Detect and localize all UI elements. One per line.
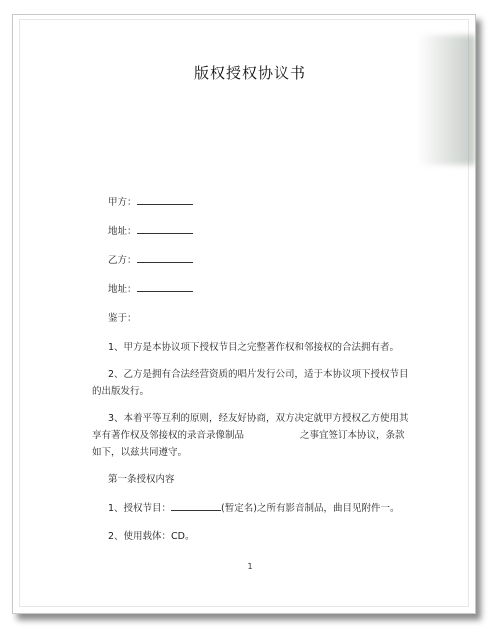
field-label: 甲方： xyxy=(108,197,137,208)
paragraph-3 xyxy=(92,410,412,461)
paragraph-3-part-1: 3、本着平等互利的原则，经友好协商，双方决定就甲方授权乙方使用其享有著作权及邻接权的录音录像制品 xyxy=(92,413,409,441)
page-number: 1 xyxy=(247,562,253,571)
article-1-heading: 第一条授权内容 xyxy=(108,474,175,485)
paragraph-1: 1、甲方是本协议项下授权节目之完整著作权和邻接权的合法拥有者。 xyxy=(108,342,400,353)
field-address-b xyxy=(108,282,193,297)
field-label: 地址： xyxy=(108,226,137,237)
whereas-heading: 鉴于： xyxy=(108,313,137,324)
field-blank xyxy=(137,282,193,292)
field-party-a xyxy=(108,195,193,210)
field-blank xyxy=(137,195,193,205)
field-label: 乙方： xyxy=(108,255,137,266)
field-address-a xyxy=(108,224,193,239)
document-title: 版权授权协议书 xyxy=(193,64,306,82)
field-blank xyxy=(137,224,193,234)
paragraph-3-part-2: 之事宜签订本协议，条款如下，以兹共同遵守。 xyxy=(92,430,405,458)
field-label: 地址： xyxy=(108,284,137,295)
clause-2: 2、使用载体：CD。 xyxy=(108,531,195,542)
clause-1-suffix: (暂定名)之所有影音制品，曲目见附件一。 xyxy=(221,503,400,514)
clause-1-prefix: 1、授权节目： xyxy=(108,503,172,514)
field-party-b xyxy=(108,253,193,268)
clause-1-blank xyxy=(171,501,221,511)
field-blank xyxy=(137,253,193,263)
paragraph-2: 2、乙方是拥有合法经营资质的唱片发行公司，适于本协议项下授权节目的出版发行。 xyxy=(92,369,409,397)
clause-1 xyxy=(108,501,399,516)
